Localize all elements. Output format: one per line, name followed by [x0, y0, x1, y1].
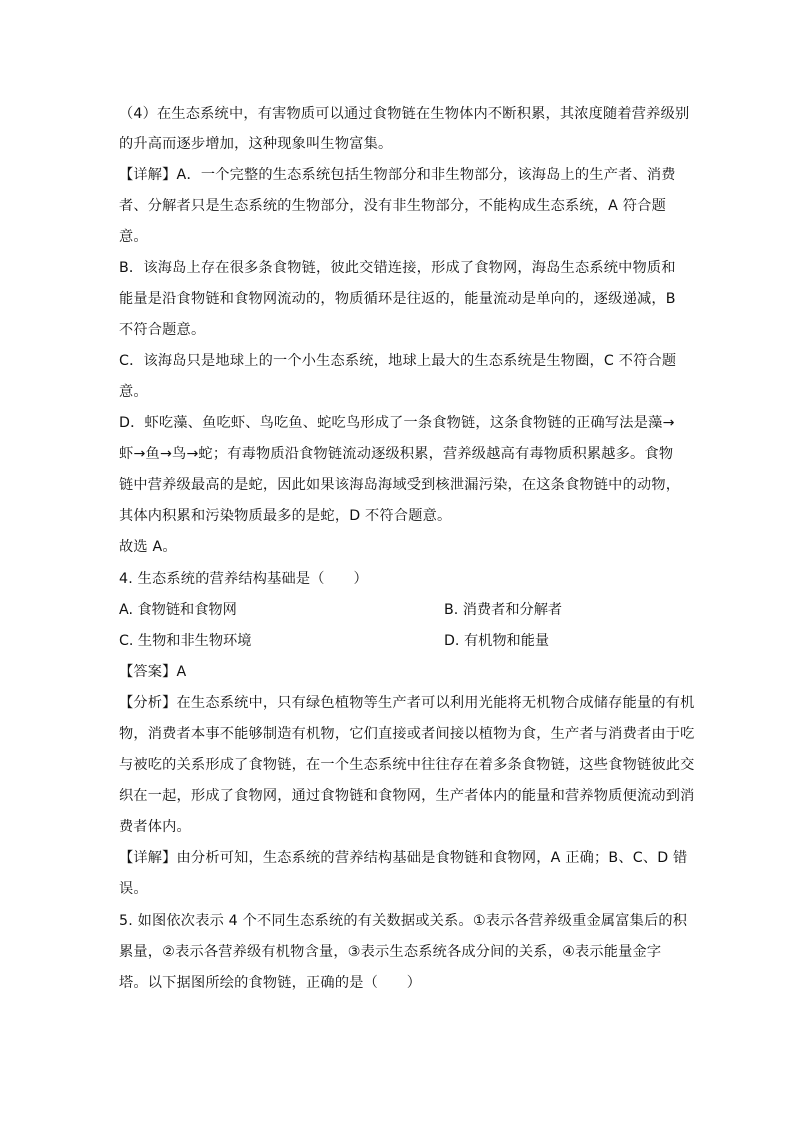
q4-option-c: C. 生物和非生物环境	[119, 633, 252, 649]
detail3-line-11: 链中营养级最高的是蛇，因此如果该海岛海域受到核泄漏污染，在这条食物链中的动物，	[119, 477, 681, 493]
detail3-line-9: D．虾吃藻、鱼吃虾、鸟吃鱼、蛇吃鸟形成了一条食物链，这条食物链的正确写法是藻→	[119, 415, 675, 431]
q4-answer: 【答案】A	[119, 664, 187, 680]
detail3-line-12: 其体内积累和污染物质最多的是蛇，D 不符合题意。	[119, 508, 452, 524]
detail3-line-5: 能量是沿食物链和食物网流动的，物质循环是往返的，能量流动是单向的，逐级递减，B	[119, 291, 676, 307]
q4-detail-line-2: 误。	[119, 881, 148, 897]
detail3-line-1: 【详解】A．一个完整的生态系统包括生物部分和非生物部分，该海岛上的生产者、消费	[119, 167, 676, 183]
q5-stem-line-3: 塔。以下据图所绘的食物链，正确的是（ ）	[119, 975, 422, 991]
para4-line-1: （4）在生态系统中，有害物质可以通过食物链在生物体内不断积累，其浓度随着营养级别	[119, 106, 690, 122]
q4-analysis-line-3: 与被吃的关系形成了食物链，在一个生态系统中往往存在着多条食物链，这些食物链彼此交	[119, 757, 695, 773]
detail3-line-7: C．该海岛只是地球上的一个小生态系统，地球上最大的生态系统是生物圈，C 不符合题	[119, 353, 677, 369]
q4-analysis-line-5: 费者体内。	[119, 819, 191, 835]
q4-analysis-line-1: 【分析】在生态系统中，只有绿色植物等生产者可以利用光能将无机物合成储存能量的有机	[119, 695, 695, 711]
detail3-line-10: 虾→鱼→鸟→蛇；有毒物质沿食物链流动逐级积累，营养级越高有毒物质积累越多。食物	[119, 446, 674, 462]
q4-detail-line-1: 【详解】由分析可知，生态系统的营养结构基础是食物链和食物网，A 正确；B、C、D 错	[119, 850, 688, 866]
q4-stem: 4. 生态系统的营养结构基础是（ ）	[119, 571, 368, 587]
q5-stem-line-2: 累量，②表示各营养级有机物含量，③表示生态系统各成分间的关系，④表示能量金字	[119, 944, 662, 960]
detail3-line-3: 意。	[119, 229, 148, 245]
q4-option-a: A. 食物链和食物网	[119, 602, 237, 618]
detail3-line-4: B．该海岛上存在很多条食物链，彼此交错连接，形成了食物网，海岛生态系统中物质和	[119, 260, 676, 276]
detail3-line-6: 不符合题意。	[119, 322, 206, 338]
detail3-line-2: 者、分解者只是生态系统的生物部分，没有非生物部分，不能构成生态系统，A 符合题	[119, 198, 666, 214]
q4-option-b: B. 消费者和分解者	[444, 602, 563, 618]
detail3-conclusion: 故选 A。	[119, 539, 177, 555]
detail3-line-8: 意。	[119, 384, 148, 400]
q4-option-d: D. 有机物和能量	[444, 633, 550, 649]
q4-analysis-line-4: 织在一起，形成了食物网，通过食物链和食物网，生产者体内的能量和营养物质便流动到消	[119, 788, 695, 804]
q4-analysis-line-2: 物，消费者本事不能够制造有机物，它们直接或者间接以植物为食，生产者与消费者由于吃	[119, 726, 695, 742]
para4-line-2: 的升高而逐步增加，这种现象叫生物富集。	[119, 136, 393, 152]
q5-stem-line-1: 5. 如图依次表示 4 个不同生态系统的有关数据或关系。①表示各营养级重金属富集后的积	[119, 913, 688, 929]
